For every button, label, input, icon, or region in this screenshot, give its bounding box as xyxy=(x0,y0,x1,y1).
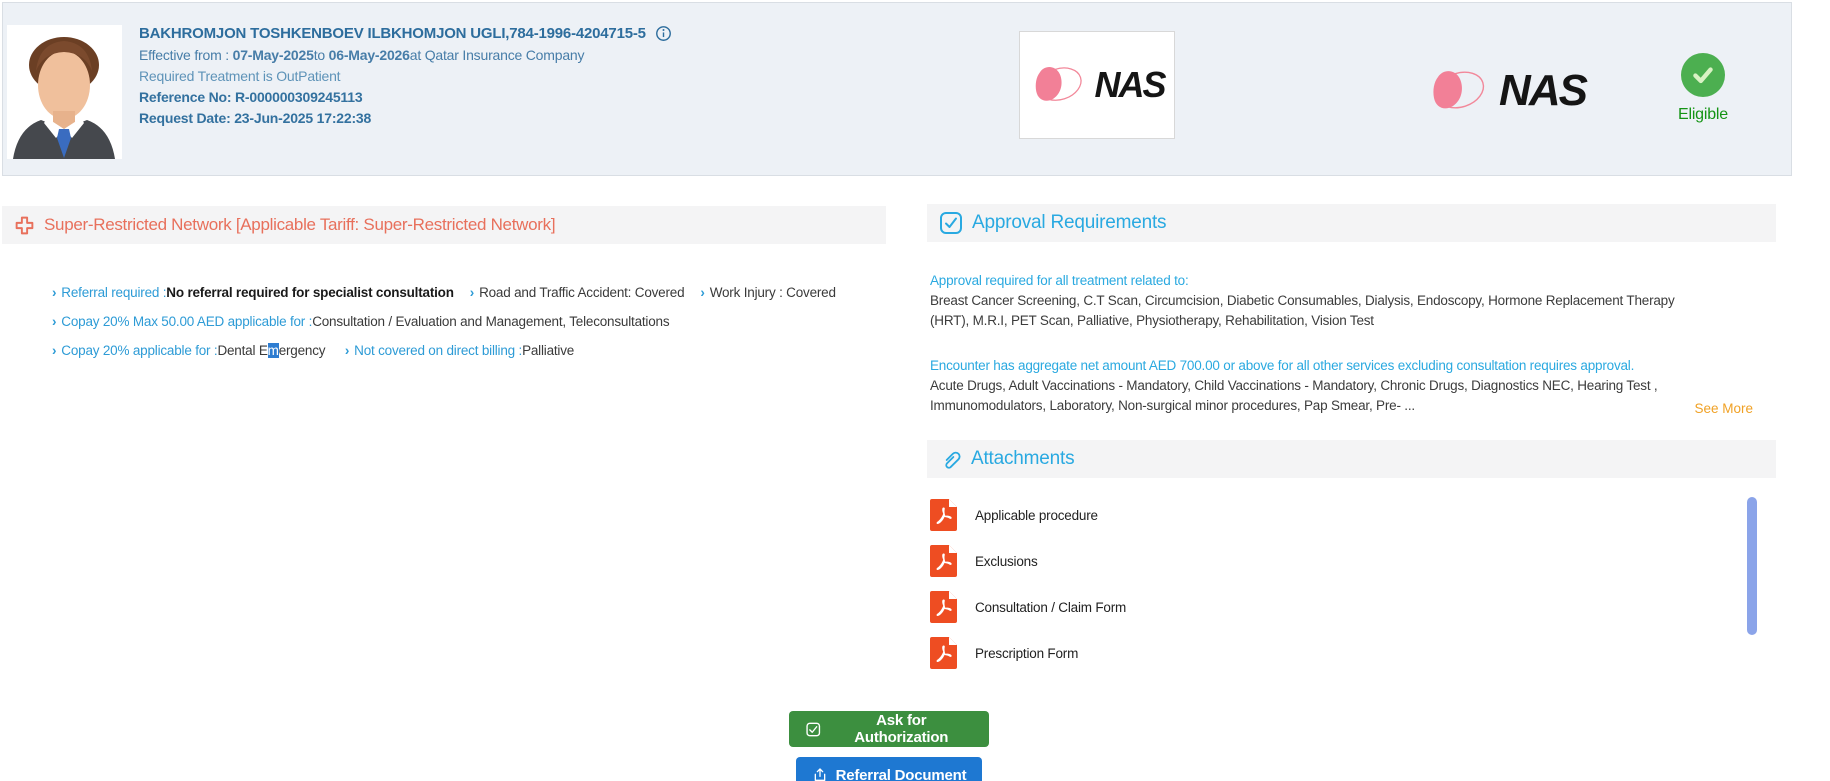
bullet-text: ergency xyxy=(278,343,329,358)
approval-group-heading: Approval required for all treatment related to: xyxy=(930,273,1189,288)
approval-requirements-list xyxy=(930,270,1775,440)
network-bullet-list xyxy=(52,278,852,365)
avatar xyxy=(7,25,122,159)
patient-info xyxy=(139,25,672,126)
attachment-item[interactable] xyxy=(930,538,1778,584)
pdf-icon xyxy=(930,499,957,531)
bullet-text: Road and Traffic Accident: Covered xyxy=(479,285,685,300)
attachment-item[interactable] xyxy=(930,630,1778,672)
bullet-text: Work Injury : Covered xyxy=(709,285,836,300)
scrollbar-thumb[interactable] xyxy=(1747,497,1757,635)
network-title: Super-Restricted Network [Applicable Tariff: Super-Restricted Network] xyxy=(44,215,556,234)
effective-line: Effective from : 07-May-2025to 06-May-2026at Qatar Insurance Company xyxy=(139,47,585,63)
network-bullet xyxy=(470,285,685,300)
nas-heart-icon xyxy=(1029,61,1087,109)
attachment-item[interactable] xyxy=(930,492,1778,538)
attachment-label: Exclusions xyxy=(975,553,1038,569)
chevron-icon: › xyxy=(52,285,57,300)
bullet-row xyxy=(52,336,852,365)
action-buttons xyxy=(789,711,989,781)
attachment-item[interactable] xyxy=(930,584,1778,630)
upload-icon xyxy=(812,767,828,781)
attachment-label: Applicable procedure xyxy=(975,507,1098,523)
reference-line: Reference No: R-000000309245113 xyxy=(139,89,363,105)
attachments-section-header xyxy=(927,440,1776,478)
chevron-icon: › xyxy=(52,314,57,329)
network-bullet xyxy=(345,343,574,358)
patient-name: BAKHROMJON TOSHKENBOEV ILBKHOMJON UGLI,784-1996-4204715-5 xyxy=(139,25,646,42)
bullet-text: Consultation / Evaluation and Management, Teleconsultations xyxy=(312,314,670,329)
ask-for-authorization-label: Ask for Authorization xyxy=(854,712,949,746)
see-more-link[interactable]: See More xyxy=(1694,401,1753,416)
bullet-text: Not covered on direct billing : xyxy=(354,343,523,358)
ask-for-authorization-button[interactable] xyxy=(789,711,989,747)
attachments-title: Attachments xyxy=(971,448,1075,469)
eligible-check-icon xyxy=(1681,53,1725,97)
approval-group-body: Acute Drugs, Adult Vaccinations - Mandatory, Child Vaccinations - Mandatory, Chronic Drugs, Diagnostics NEC, Hearing Test , Immunomodulators, Laboratory, Non-surgical minor procedures, Pap Smear, Pre- ... xyxy=(930,378,1658,413)
network-bullet xyxy=(52,343,329,358)
bullet-text: Copay 20% applicable for : xyxy=(61,343,218,358)
attachment-label: Consultation / Claim Form xyxy=(975,599,1127,615)
bullet-text: Dental E xyxy=(217,343,268,358)
attachments-panel xyxy=(930,492,1778,672)
nas-heart-icon xyxy=(1426,64,1490,118)
request-date-line: Request Date: 23-Jun-2025 17:22:38 xyxy=(139,110,372,126)
pdf-icon xyxy=(930,591,957,623)
paperclip-icon xyxy=(939,448,962,471)
approval-group xyxy=(930,355,1775,416)
checkbox-icon xyxy=(939,211,963,235)
network-bullet xyxy=(52,285,454,300)
approval-group xyxy=(930,270,1775,331)
medical-cross-icon xyxy=(14,215,35,236)
bullet-text: m xyxy=(267,343,279,358)
treatment-line: Required Treatment is OutPatient xyxy=(139,68,341,84)
approval-group-heading: Encounter has aggregate net amount AED 700.00 or above for all other services excluding consultation requires approval. xyxy=(930,358,1635,373)
network-bullet xyxy=(700,285,835,300)
bullet-text: Referral required : xyxy=(61,285,167,300)
pdf-icon xyxy=(930,545,957,577)
attachment-label: Prescription Form xyxy=(975,645,1079,661)
referral-document-label: Referral Document xyxy=(835,766,967,781)
chevron-icon: › xyxy=(700,285,705,300)
approval-title: Approval Requirements xyxy=(972,212,1167,233)
approval-group-body: Breast Cancer Screening, C.T Scan, Circumcision, Diabetic Consumables, Dialysis, Endoscopy, Hormone Replacement Therapy (HRT), M.R.I, PET Scan, Palliative, Physiotherapy, Rehabilitation, Vision Test xyxy=(930,293,1675,328)
bullet-text: Copay 20% Max 50.00 AED applicable for : xyxy=(61,314,313,329)
referral-document-button[interactable] xyxy=(796,757,983,781)
network-section-header xyxy=(2,206,886,244)
nas-logo-boxed xyxy=(1019,31,1175,139)
bullet-text: Palliative xyxy=(522,343,575,358)
bullet-row xyxy=(52,307,852,336)
info-icon[interactable] xyxy=(655,25,672,42)
bullet-row xyxy=(52,278,852,307)
chevron-icon: › xyxy=(469,285,475,300)
patient-photo xyxy=(7,25,122,159)
eligible-label: Eligible xyxy=(1678,106,1728,123)
attachment-list xyxy=(930,492,1778,672)
checkbox-icon xyxy=(805,721,822,738)
network-bullet xyxy=(52,314,669,329)
pdf-icon xyxy=(930,637,957,669)
patient-header xyxy=(2,2,1792,176)
chevron-icon: › xyxy=(344,343,350,358)
nas-logo-text: NAS xyxy=(1499,66,1586,115)
bullet-text: No referral required for specialist consultation xyxy=(166,285,454,300)
nas-logo-text: NAS xyxy=(1094,64,1165,105)
nas-logo xyxy=(1386,49,1626,133)
eligibility-badge xyxy=(1643,53,1763,124)
chevron-icon: › xyxy=(52,343,57,358)
approval-section-header xyxy=(927,204,1776,242)
